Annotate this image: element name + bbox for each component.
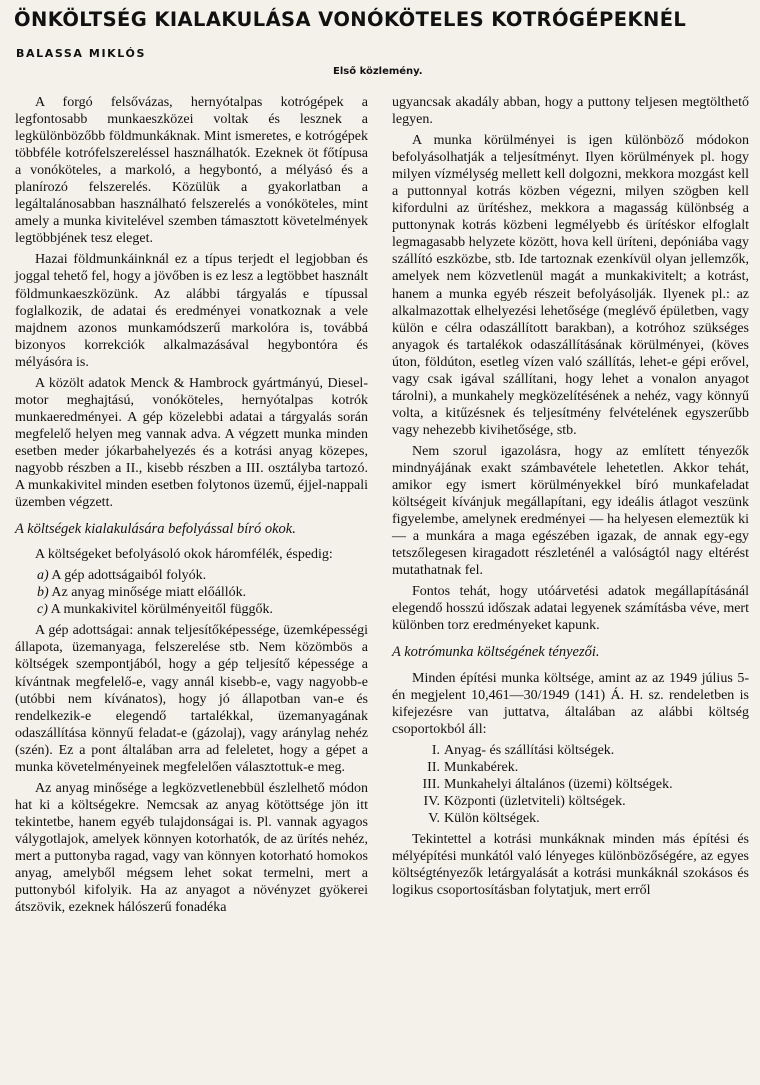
- paragraph: Hazai földmunkáinknál ez a típus terjedt el legjobban és joggal tehető fel, hogy a jövőben is ez lesz a legtöbbet használt földmunkaeszközünk. Az alábbi tárgyalás e típussal foglalkozik, de adatai és eredményei vonatkoznak a vele majdnem azonos munkamódszerű markolóra is, továbbá bizonyos korrekciók alkalmazásával hegybontóra és mélyásóra is.: [15, 252, 368, 370]
- left-column: [15, 94, 368, 920]
- list-item-text: Központi (üzletviteli) költségek.: [444, 793, 626, 809]
- list-item-text: Külön költségek.: [444, 810, 540, 826]
- list-number: V.: [428, 810, 440, 826]
- list-item: [392, 759, 749, 776]
- list-number: I.: [431, 742, 440, 758]
- paragraph: Az anyag minősége a legközvetlenebbül észlelhető módon hat ki a költségekre. Nemcsak az anyag kötöttsége jön itt tekintetbe, hanem egyéb tulajdonságai is. Pl. vannak agyagos válygotlajok, amelyek könnyen kotorhatók, de az ürítés nehéz, mert a puttonyba ragad, vagy van könnyen kotorható homokos anyag, amelyből mégsem lehet sokat termelni, mert a puttonyból kifolyik. Ha az anyagot a növényzet gyökerei átszövik, ezeknek hálószerű fonadéka: [15, 780, 368, 916]
- list-number: III.: [422, 776, 440, 792]
- list-item-text: A munkakivitel körülményeitől függők.: [50, 602, 274, 618]
- list-number: IV.: [423, 793, 440, 809]
- list-marker: b): [37, 585, 49, 601]
- cost-group-list: [392, 742, 749, 827]
- list-item: [15, 601, 368, 618]
- paragraph: A közölt adatok Menck & Hambrock gyártmányú, Diesel-motor meghajtású, vonóköteles, hernyótalpas kotrók munkaeredményei. A gép közelebbi adatai a tárgyalás során megfelelő helyen meg vannak adva. A végzett munka minden esetben meder jókarbahelyezés és a kotrási anyag közepes, nagyobb részben a II., kisebb részben a III. osztályba tartozó. A munkakivitel minden esetben folytonos üzemű, éjjel-nappali üzemben végzett.: [15, 375, 368, 511]
- paragraph: A forgó felsővázas, hernyótalpas kotrógépek a legfontosabb munkaeszközei voltak és lesznek a legkülönbözőbb földmunkáknak. Mint ismeretes, e kotrógépek többféle kotrófelszereléssel használhatók. Ezeknek öt főtípusa a vonóköteles, a markoló, a hegybontó, a mélyásó és a planírozó felszerelés. Közülük a gyakorlatban a legáltalánosabban használható felszerelés a vonóköteles, mint amely a munka kivitelével szemben támasztott követelmények legtöbbjének tesz eleget.: [15, 95, 368, 247]
- list-item-text: Munkahelyi általános (üzemi) költségek.: [444, 776, 673, 792]
- list-item: [392, 742, 749, 759]
- list-item-text: A gép adottságaiból folyók.: [51, 568, 207, 584]
- list-item: [392, 810, 749, 827]
- cause-list: [15, 567, 368, 618]
- list-marker: a): [37, 568, 49, 584]
- paragraph: A költségeket befolyásoló okok háromfélék, éspedig:: [35, 547, 333, 563]
- paragraph: Minden építési munka költsége, amint az az 1949 július 5-én megjelent 10,461—30/1949 (141) Á. H. sz. rendeletben is kifejezésre van juttatva, általában az alábbi költség csoportokból áll:: [392, 670, 749, 737]
- list-item-text: Anyag- és szállítási költségek.: [444, 742, 615, 758]
- list-item-text: Munkabérek.: [444, 759, 519, 775]
- list-item-text: Az anyag minősége miatt előállók.: [51, 585, 247, 601]
- list-item: [392, 793, 749, 810]
- paragraph: Nem szorul igazolásra, hogy az említett tényezők mindnyájának exakt számbavétele lehetetlen. Akkor tehát, amikor egy ismert körülményekkel bíró munkafeladat költségeit kívánjuk megállapítani, egy ideális átlagot veszünk figyelembe, amelynek eredményei — ha helyesen elemeztük ki — a munkára a maga egészében igazak, de annak egy-egy tetszőlegesen kiragadott részleténél a valóságtól nagy eltérést mutathatnak fel.: [392, 443, 749, 579]
- section-heading: A kotrómunka költségének tényezői.: [392, 644, 600, 661]
- author-name: BALASSA MIKLÓS: [16, 47, 146, 60]
- section-heading: A költségek kialakulására befolyással bíró okok.: [15, 521, 296, 538]
- paragraph: ugyancsak akadály abban, hogy a puttony teljesen megtölthető legyen.: [392, 95, 749, 128]
- list-item: [15, 584, 368, 601]
- paragraph: A gép adottságai: annak teljesítőképessége, üzemképességi állapota, üzemanyaga, felszerelése stb. Nem közömbös a költségek szempontjából, hogy a gép teljesítő képessége a kívántnak megfelelő-e, vagy annál kisebb-e, vagy nagyobb-e (utóbbi nem kívánatos), hogy jó állapotban van-e és rendelkezik-e elegendő tartalékkal, üzemanyagának odaszállítása könnyű feladat-e (gázolaj), vagy aránylag nehéz (szén). Ez a pont általában arra ad feleletet, hogy a gépet a munka követelményeinek megfelelően választottuk-e meg.: [15, 623, 368, 775]
- list-number: II.: [427, 759, 440, 775]
- right-column: [392, 94, 749, 903]
- list-item: [392, 776, 749, 793]
- installment-label: Első közlemény.: [333, 66, 423, 77]
- article-title: ÖNKÖLTSÉG KIALAKULÁSA VONÓKÖTELES KOTRÓGÉPEKNÉL: [14, 8, 687, 31]
- paragraph: A munka körülményei is igen különböző módokon befolyásolhatják a teljesítményt. Ilyen körülmények pl. hogy milyen vízmélység mellett kell dolgozni, mekkora mozgást kell a puttonnyal kotrás közben végezni, milyen szögben kell kifordulni az ürítéshez, mekkora a magasság különbség a puttonynak kotrás közbeni legmélyebb és ürítéskor elfoglalt legmagasabb helyzete között, hova kell üríteni, depóniába vagy szállító eszközbe, stb. Ide tartoznak ezenkívül olyan jellemzők, amelyek nem közvetlenül magát a munkakivitelt; a kotrást, hanem a munka egyéb részeit befolyásolják. Ilyenek pl.: az alkalmazottak elhelyezési lehetősége (meglévő épületben, vagy külön e célra odaszállított barakban), a kotróhoz szükséges anyagok és tartalékok odaszállításának körülményei, (köves úton, földúton, esetleg vízen való szállítás, lehet-e gépi erővel, vagy csak igával szállítani, hogy lehet a vonalon anyagot tárolni), a munkahely megközelítésének a nehéz, vagy könnyű volta, a kitűzésnek és teljesítmény felvételének egyszerűbb vagy nehezebb kivihetősége, stb.: [392, 133, 749, 438]
- list-item: [15, 567, 368, 584]
- list-marker: c): [37, 602, 48, 618]
- paragraph: Tekintettel a kotrási munkáknak minden más építési és mélyépítési munkától való lényeges különbözőségére, az egyes költségtényezők letárgyalását a kotrási munkáknál szokásos és logikus csoportosításban folytatjuk, mert erről: [392, 831, 749, 899]
- paragraph: Fontos tehát, hogy utóárvetési adatok megállapításánál elegendő hosszú időszak adatai legyenek számításba véve, mert különben torz eredményeket kapunk.: [392, 584, 749, 634]
